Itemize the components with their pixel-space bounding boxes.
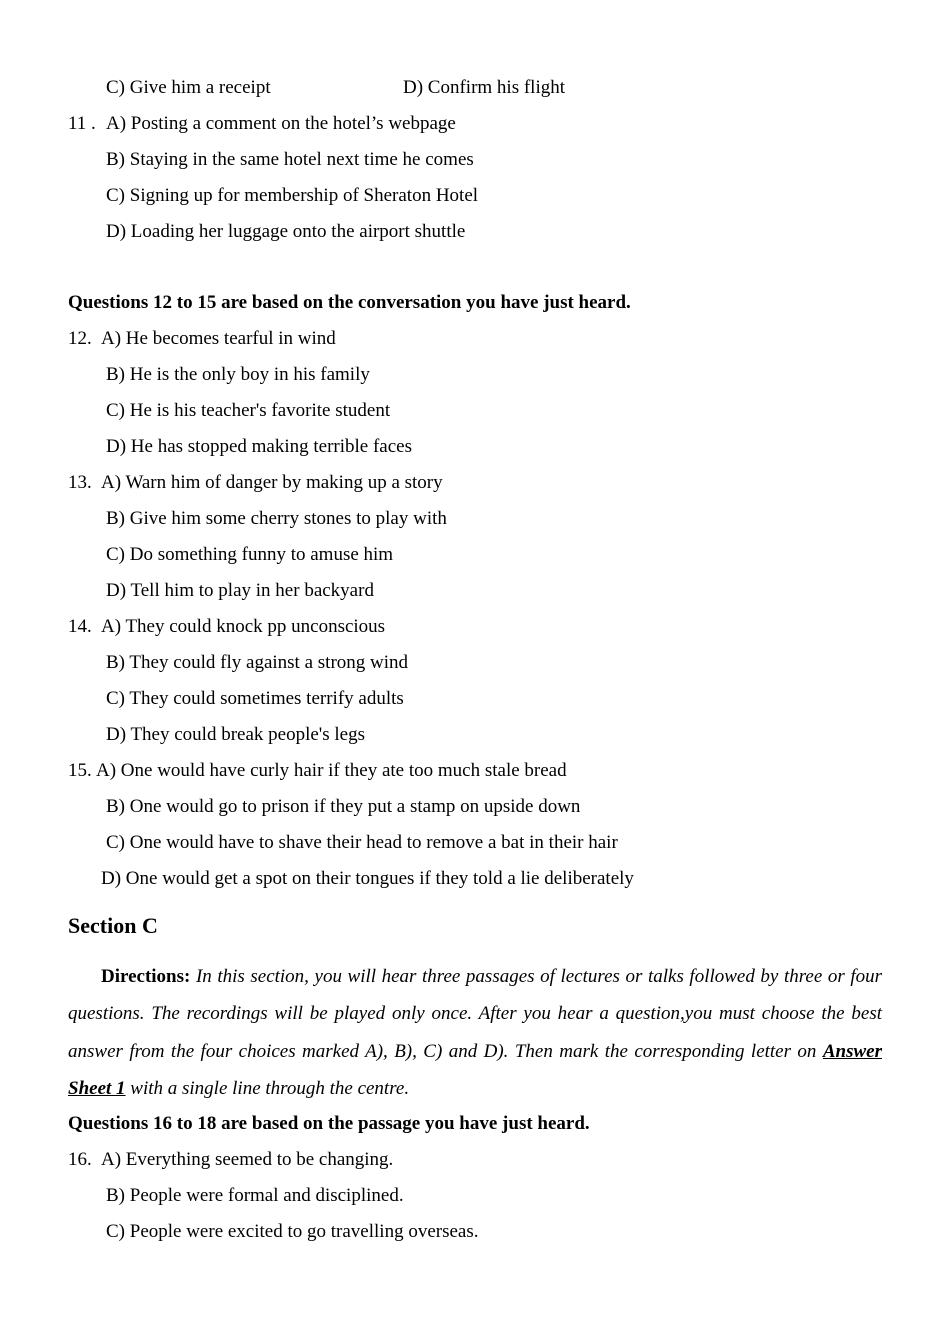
q13-option-a: A) Warn him of danger by making up a story (101, 472, 443, 493)
q11-option-b: B) Staying in the same hotel next time he comes (106, 149, 474, 170)
q11-number: 11 . (68, 113, 96, 134)
questions-12-15-heading: Questions 12 to 15 are based on the conversation you have just heard. (68, 292, 631, 313)
q12-number: 12. (68, 328, 92, 349)
directions-text-2: with a single line through the centre. (130, 1077, 410, 1099)
q16-option-a: A) Everything seemed to be changing. (101, 1149, 394, 1170)
q12-option-d: D) He has stopped making terrible faces (106, 436, 413, 457)
q14-option-c: C) They could sometimes terrify adults (106, 688, 404, 709)
q15-option-b: B) One would go to prison if they put a stamp on upside down (106, 796, 581, 817)
q14-number: 14. (68, 616, 92, 637)
q16-option-b: B) People were formal and disciplined. (106, 1185, 404, 1206)
q16-option-c: C) People were excited to go travelling overseas. (106, 1221, 479, 1242)
answer-sheet-label: Answer Sheet 1 (68, 1040, 882, 1099)
q15-option-d: D) One would get a spot on their tongues if they told a lie deliberately (101, 868, 634, 889)
questions-16-18-heading: Questions 16 to 18 are based on the passage you have just heard. (68, 1113, 590, 1134)
q12-option-a: A) He becomes tearful in wind (101, 328, 336, 349)
directions-text-1: In this section, you will hear three passages of lectures or talks followed by three or four questions. The recordings will be played only once. After you hear a question,you must choose the best answer from the four choices marked A), B), C) and D). Then mark the corresponding letter on (68, 966, 882, 1062)
q16-number: 16. (68, 1149, 92, 1170)
q11-option-a: A) Posting a comment on the hotel’s webpage (106, 113, 456, 134)
q13-number: 13. (68, 472, 92, 493)
q11-option-c: C) Signing up for membership of Sheraton Hotel (106, 185, 479, 206)
q10-option-c: C) Give him a receipt (106, 77, 271, 98)
q14-option-a: A) They could knock pp unconscious (101, 616, 386, 637)
q15-option-a: A) One would have curly hair if they ate too much stale bread (96, 760, 567, 781)
q13-option-c: C) Do something funny to amuse him (106, 544, 394, 565)
q13-option-b: B) Give him some cherry stones to play with (106, 508, 447, 529)
q11-option-d: D) Loading her luggage onto the airport shuttle (106, 221, 466, 242)
directions-label: Directions: (101, 966, 191, 987)
q14-option-d: D) They could break people's legs (106, 724, 365, 745)
q10-option-d: D) Confirm his flight (403, 77, 566, 98)
q12-option-c: C) He is his teacher's favorite student (106, 400, 391, 421)
q12-option-b: B) He is the only boy in his family (106, 364, 370, 385)
q15-number: 15. (68, 760, 92, 781)
q14-option-b: B) They could fly against a strong wind (106, 652, 409, 673)
section-c-title: Section C (68, 913, 158, 938)
q13-option-d: D) Tell him to play in her backyard (106, 580, 374, 601)
section-c-directions (68, 958, 882, 1107)
q15-option-c: C) One would have to shave their head to remove a bat in their hair (106, 832, 618, 853)
